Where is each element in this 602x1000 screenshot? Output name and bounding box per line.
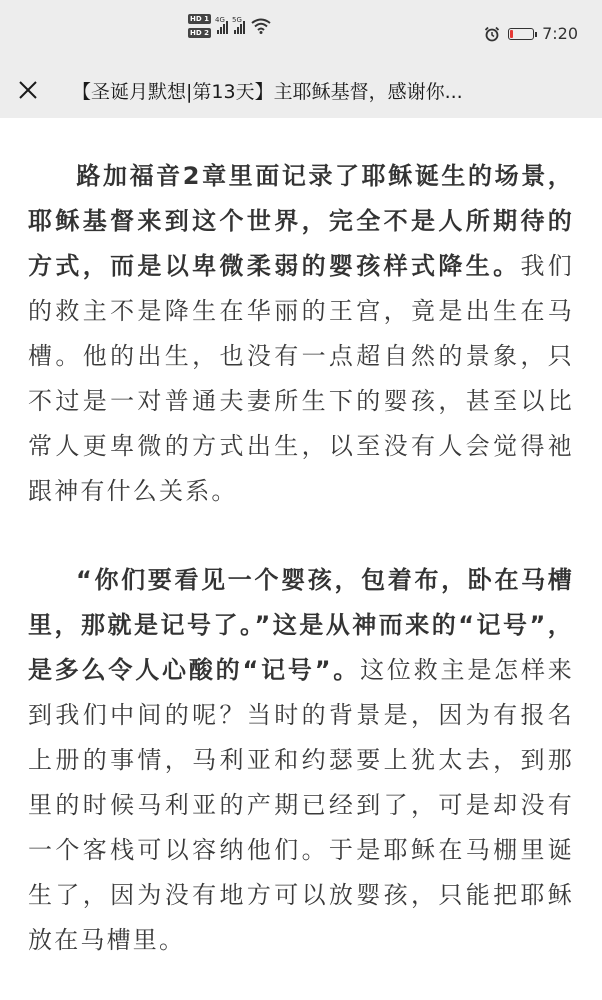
status-right xyxy=(484,24,578,43)
battery-icon xyxy=(508,28,534,40)
page-title: 【圣诞月默想|第13天】主耶稣基督，感谢你... xyxy=(72,81,463,103)
close-icon xyxy=(16,78,40,102)
nav-bar xyxy=(0,62,602,118)
paragraph-1-text: 我们的救主不是降生在华丽的王宫，竟是出生在马槽。他的出生，也没有一点超自然的景象，只不过是一对普通夫妻所生下的婴孩，甚至以比常人更卑微的方式出生，以至没有人会觉得祂跟神有什么关系。 xyxy=(28,252,574,505)
net1-label: 4G xyxy=(214,16,225,24)
sim-badges xyxy=(188,14,211,38)
alarm-icon xyxy=(484,26,500,42)
wifi-icon xyxy=(251,18,271,34)
article-body xyxy=(0,118,602,963)
net2-label: 5G xyxy=(231,16,242,24)
status-bar xyxy=(0,0,602,62)
network-indicators xyxy=(188,14,271,38)
sim1-badge: HD 1 xyxy=(190,15,209,23)
clock: 7:20 xyxy=(542,24,578,43)
close-button[interactable] xyxy=(16,78,40,102)
paragraph-1 xyxy=(28,154,574,514)
paragraph-1-bold: 路加福音2章里面记录了耶稣诞生的场景，耶稣基督来到这个世界，完全不是人所期待的方式，而是以卑微柔弱的婴孩样式降生。 xyxy=(28,162,574,280)
battery-level xyxy=(510,30,513,38)
paragraph-2 xyxy=(28,558,574,963)
paragraph-2-text: 这位救主是怎样来到我们中间的呢？当时的背景是，因为有报名上册的事情，马利亚和约瑟要上犹太去，到那里的时候马利亚的产期已经到了，可是却没有一个客栈可以容纳他们。于是耶稣在马棚里诞生了，因为没有地方可以放婴孩，只能把耶稣放在马槽里。 xyxy=(28,656,574,954)
signal-2-icon xyxy=(231,16,245,34)
paragraph-2-bold: “你们要看见一个婴孩，包着布，卧在马槽里，那就是记号了。”这是从神而来的“记号”，是多么令人心酸的“记号”。 xyxy=(28,566,574,684)
signal-1-icon xyxy=(214,16,228,34)
sim2-badge: HD 2 xyxy=(190,29,209,37)
